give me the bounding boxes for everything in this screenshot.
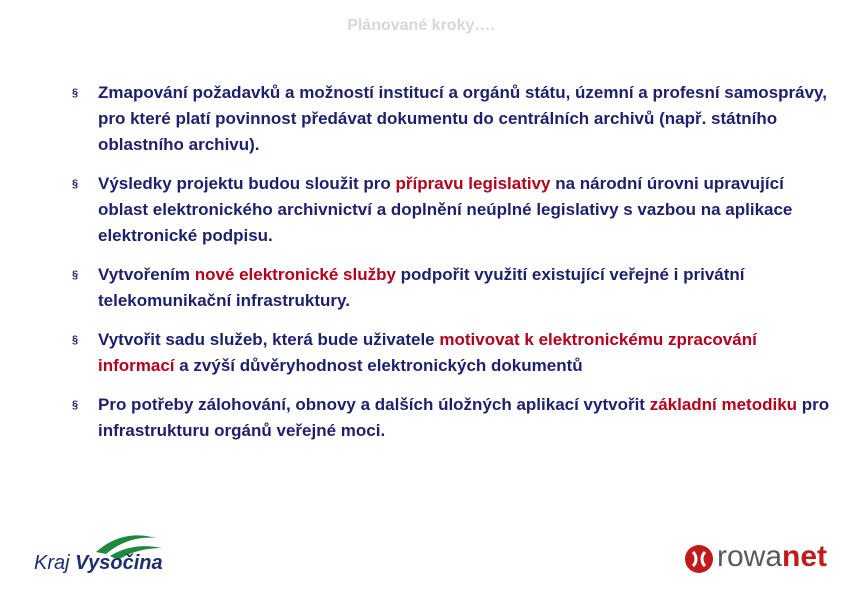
bullet-item — [72, 327, 832, 379]
bullet-marker: § — [72, 178, 79, 190]
rowanet-rowa: rowa — [717, 540, 783, 573]
bullet-item — [72, 171, 832, 249]
bullet-item — [72, 262, 832, 314]
rowanet-wordmark — [717, 540, 827, 574]
bullet-text-0b: a možností institucí a orgánů státu, územní a profesní samosprávy, pro které platí povinnost předávat dokumentu do centrálních archivů (např. státního oblastního archivu). — [98, 83, 827, 154]
logo-left-text — [34, 552, 163, 575]
bullet-text-3b: motivovat k elektronickému zpracování informací — [98, 330, 757, 375]
bullet-text-1c: na národní úrovni upravující oblast elektronického archivnictví a doplnění neúplné legislativy s vazbou na aplikace elektronické podpisu. — [98, 174, 793, 245]
bullet-text-1a: Výsledky projektu budou sloužit pro — [98, 174, 396, 193]
bullet-text-2b: nové elektronické služby — [194, 265, 396, 284]
bullet-text-2a: Vytvořením — [98, 265, 195, 284]
bullet-text-0a: Zmapování požadavků — [98, 83, 281, 102]
rowanet-net: net — [782, 540, 828, 573]
page-title: Plánované kroky…. — [347, 17, 495, 34]
rowanet-emblem-icon — [684, 544, 714, 574]
rowanet-logo — [684, 540, 842, 578]
bullet-text-3a: Vytvořit sadu služeb, která bude uživatele — [98, 330, 440, 349]
bullet-marker: § — [72, 269, 79, 281]
bullet-item — [72, 392, 832, 444]
bullet-text-1b: přípravu legislativy — [395, 174, 551, 193]
logo-kraj: Kraj — [34, 552, 70, 574]
bullet-marker: § — [72, 87, 79, 99]
bullet-text-4b: základní metodiku — [649, 395, 798, 414]
bullet-marker: § — [72, 334, 79, 346]
bullet-text-3c: a zvýší důvěryhodnost elektronických dokumentů — [174, 356, 583, 375]
bullet-item — [72, 80, 832, 158]
bullet-text-4a: Pro potřeby zálohování, obnovy a dalších úložných aplikací vytvořit — [98, 395, 650, 414]
bullet-text-4c: pro infrastrukturu orgánů veřejné moci. — [98, 395, 830, 440]
bullet-marker: § — [72, 399, 79, 411]
logo-vysocina: Vysočina — [75, 552, 163, 574]
bullet-text-2c: podpořit využití existující veřejné i privátní telekomunikační infrastruktury. — [98, 265, 745, 310]
bullet-list — [72, 80, 832, 444]
kraj-vysocina-logo — [34, 532, 174, 582]
